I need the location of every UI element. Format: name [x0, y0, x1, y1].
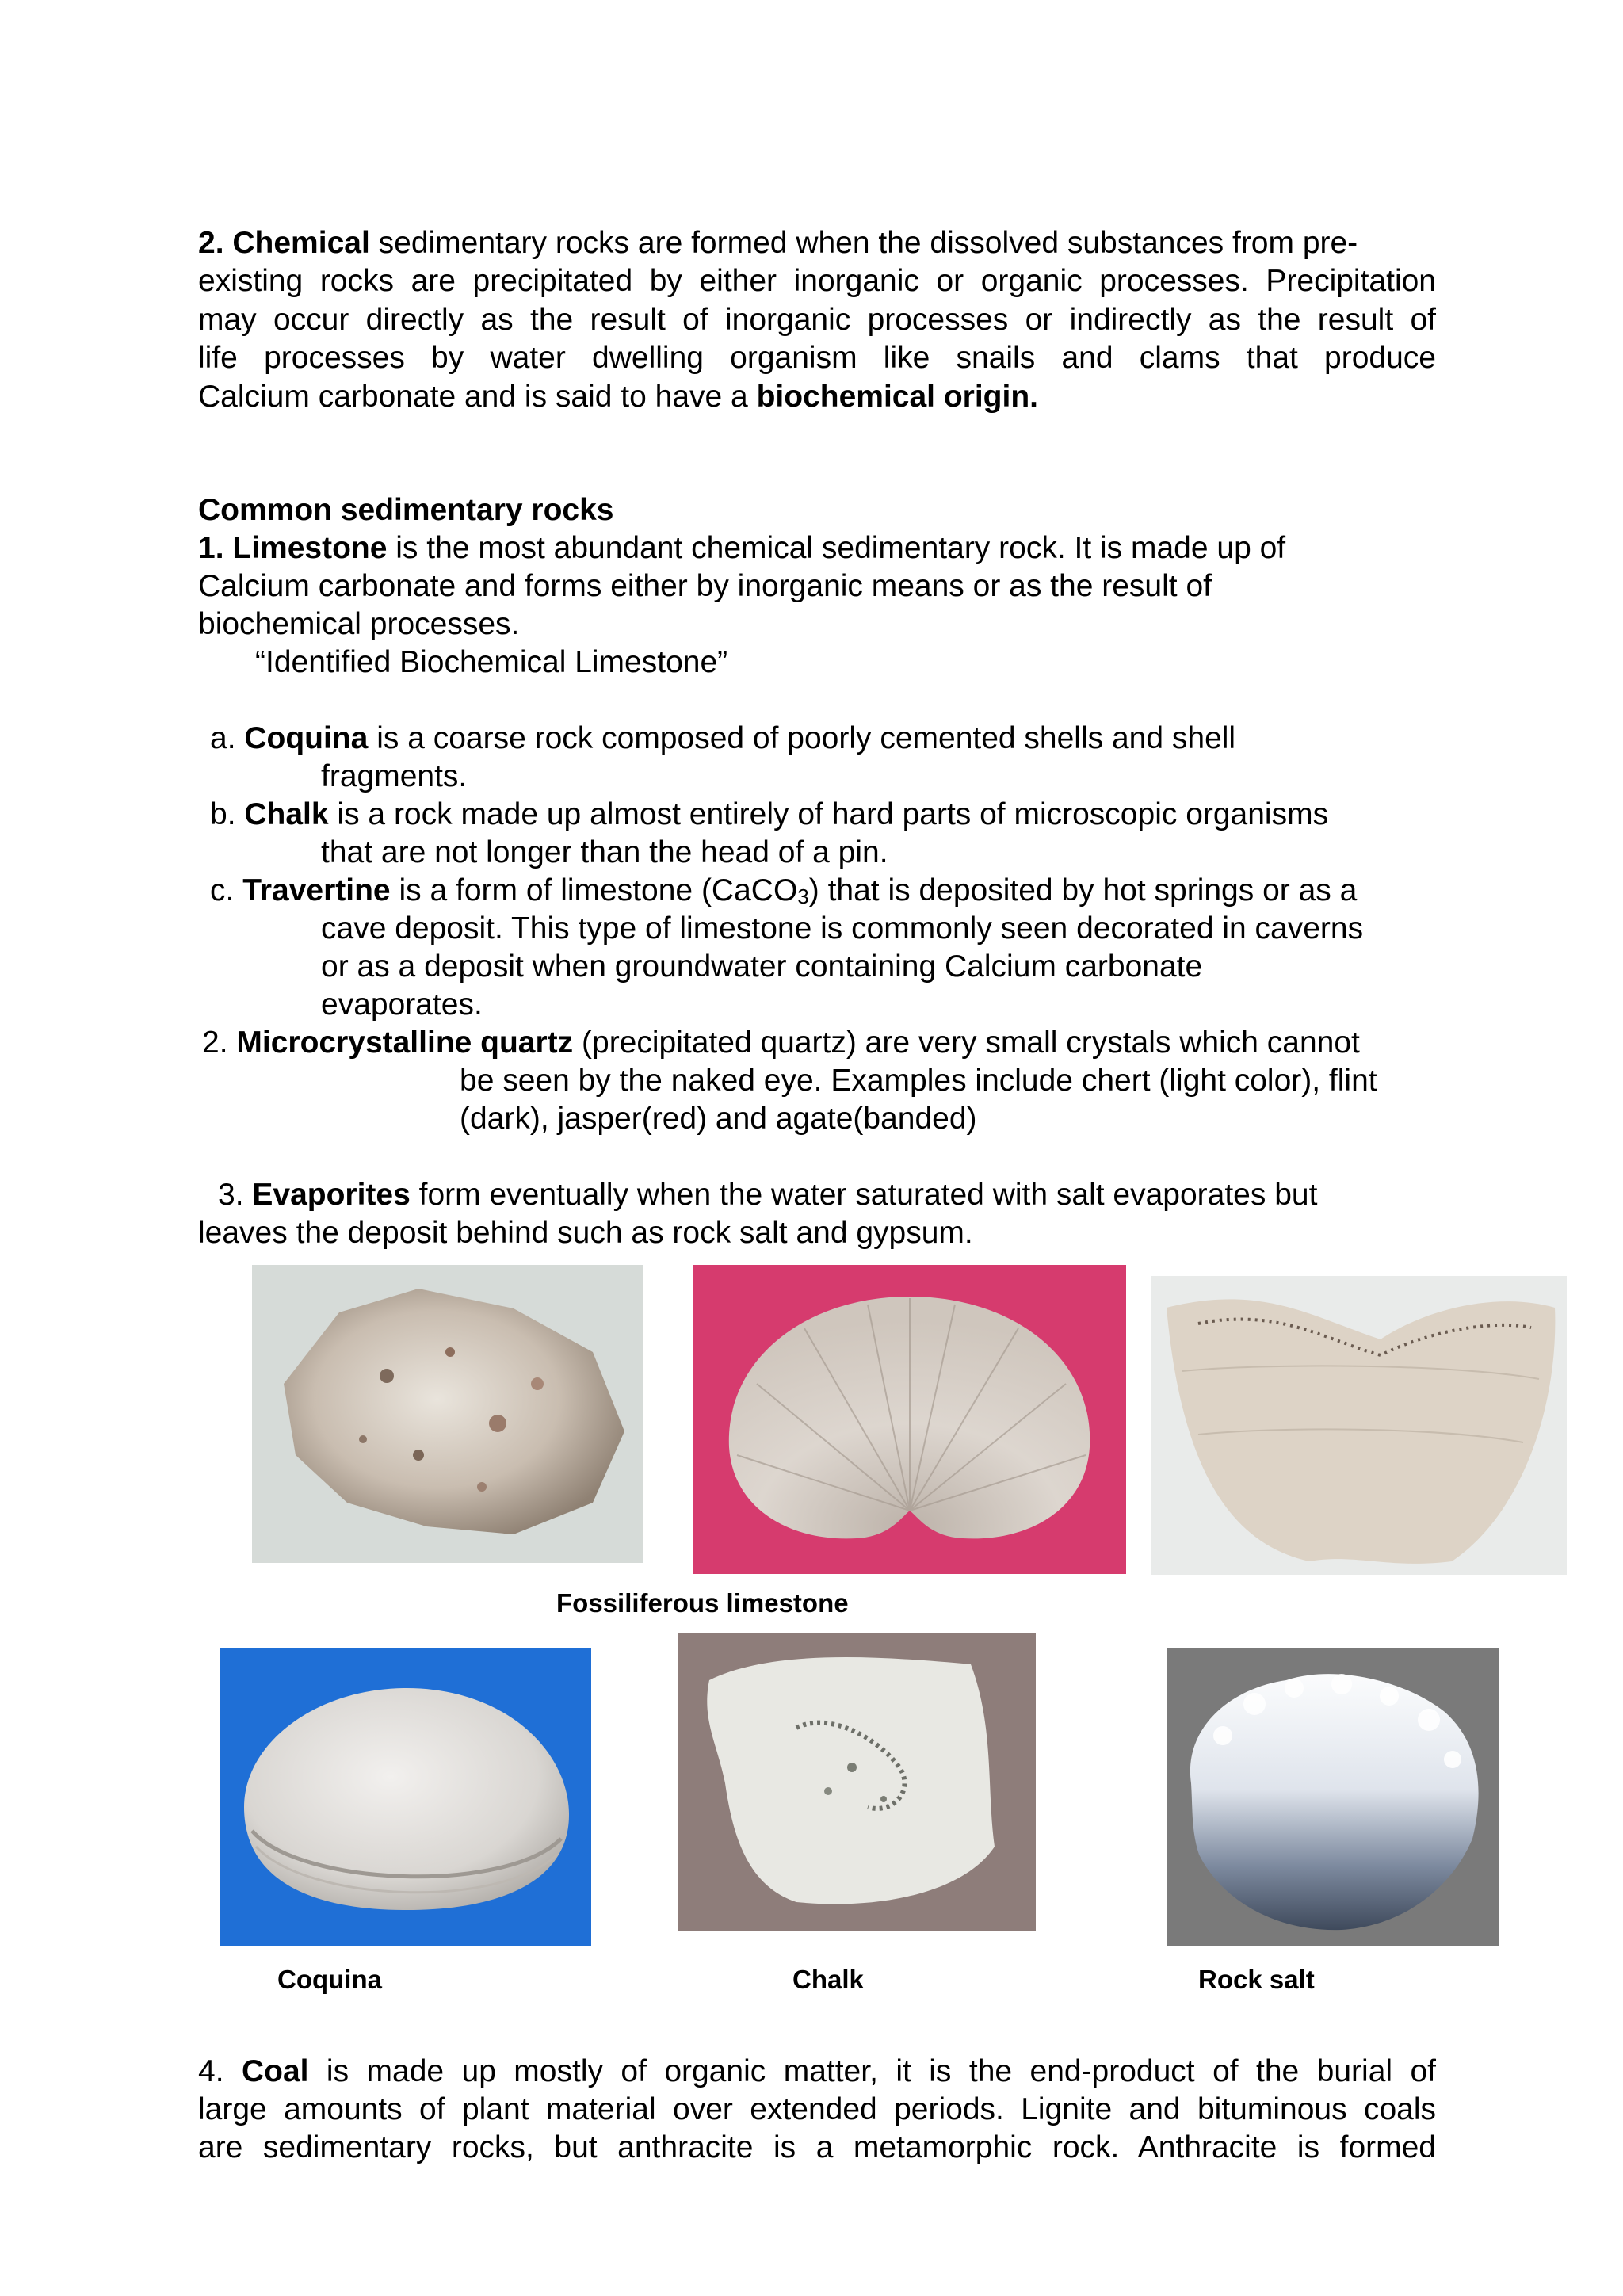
evaporites-line-2: leaves the deposit behind such as rock salt and gypsum.	[198, 1216, 973, 1250]
list-b-term: Chalk	[244, 797, 329, 831]
limestone-line-2: Calcium carbonate and forms either by inorganic means or as the result of	[198, 569, 1212, 603]
caption-fossiliferous: Fossiliferous limestone	[556, 1588, 849, 1618]
coal-line-2: large amounts of plant material over extended periods. Lignite and bituminous coals	[198, 2092, 1436, 2126]
caption-rock-salt: Rock salt	[1198, 1965, 1315, 1994]
photo-coquina	[220, 1648, 591, 1946]
chemical-line-1	[198, 224, 1436, 263]
list-a-text-1: is a coarse rock composed of poorly cemented shells and shell	[376, 721, 1236, 755]
list-c-text-pre: is a form of limestone (CaCO	[399, 873, 798, 907]
chemical-text-1: sedimentary rocks are formed when the dissolved substances from pre-	[378, 226, 1358, 260]
photo-fossiliferous-rock	[252, 1265, 643, 1563]
chemical-term: Chemical	[232, 226, 370, 260]
list-b-text-1: is a rock made up almost entirely of hard parts of microscopic organisms	[337, 797, 1329, 831]
coal-text-1: is made up mostly of organic matter, it is the end-product of the burial of	[326, 2054, 1436, 2088]
list-c-line-4: evaporates.	[321, 988, 483, 1022]
coal-line-1	[198, 2053, 1436, 2092]
evaporites-num: 3.	[218, 1178, 244, 1212]
chemical-line-4: life processes by water dwelling organism like snails and clams that produce	[198, 341, 1436, 375]
evaporites-text-1: form eventually when the water saturated with salt evaporates but	[418, 1178, 1318, 1212]
limestone-line-1	[198, 529, 1285, 568]
chemical-num: 2.	[198, 226, 224, 260]
identified-label: “Identified Biochemical Limestone”	[255, 645, 728, 679]
chemical-line-3: may occur directly as the result of inorganic processes or indirectly as the result of	[198, 303, 1436, 337]
micro-num: 2.	[202, 1026, 228, 1060]
limestone-num: 1.	[198, 531, 224, 565]
list-c-label: c.	[210, 873, 235, 907]
list-c-sub: 3	[797, 884, 809, 908]
chemical-bold-end: biochemical origin.	[756, 380, 1038, 414]
photo-rock-salt	[1167, 1648, 1499, 1946]
coal-term: Coal	[241, 2054, 309, 2088]
coal-num: 4.	[198, 2054, 224, 2088]
list-a-term: Coquina	[244, 721, 369, 755]
caption-coquina: Coquina	[277, 1965, 382, 1994]
limestone-text-1: is the most abundant chemical sedimentary rock. It is made up of	[395, 531, 1286, 565]
caption-chalk: Chalk	[792, 1965, 864, 1994]
list-c-text-post: ) that is deposited by hot springs or as a	[808, 873, 1358, 907]
limestone-term: Limestone	[232, 531, 388, 565]
list-a-line-1	[210, 720, 1235, 758]
list-c-line-2: cave deposit. This type of limestone is commonly seen decorated in caverns	[321, 911, 1364, 946]
photo-fossiliferous-coral-2	[1151, 1276, 1567, 1575]
micro-term: Microcrystalline quartz	[236, 1026, 574, 1060]
common-heading: Common sedimentary rocks	[198, 493, 614, 527]
list-b-label: b.	[210, 797, 236, 831]
micro-line-2: be seen by the naked eye. Examples include chert (light color), flint	[460, 1064, 1377, 1098]
list-b-line-2: that are not longer than the head of a pin.	[321, 835, 888, 869]
photo-chalk	[678, 1633, 1036, 1931]
micro-text-1: (precipitated quartz) are very small crystals which cannot	[582, 1026, 1360, 1060]
evaporites-term: Evaporites	[252, 1178, 411, 1212]
micro-line-3: (dark), jasper(red) and agate(banded)	[460, 1102, 977, 1136]
chemical-line-2: existing rocks are precipitated by either inorganic or organic processes. Precipitation	[198, 264, 1436, 298]
evaporites-line-1	[218, 1176, 1317, 1215]
limestone-line-3: biochemical processes.	[198, 607, 520, 641]
chemical-text-5: Calcium carbonate and is said to have a	[198, 380, 748, 414]
photo-fossiliferous-coral	[693, 1265, 1126, 1574]
micro-line-1	[202, 1024, 1360, 1063]
list-c-term: Travertine	[242, 873, 391, 907]
list-b-line-1	[210, 796, 1328, 835]
list-a-label: a.	[210, 721, 236, 755]
list-c-line-3: or as a deposit when groundwater containing Calcium carbonate	[321, 949, 1203, 984]
coal-line-3: are sedimentary rocks, but anthracite is a metamorphic rock. Anthracite is formed	[198, 2130, 1436, 2164]
chemical-line-5	[198, 378, 1038, 417]
list-a-line-2: fragments.	[321, 759, 468, 793]
